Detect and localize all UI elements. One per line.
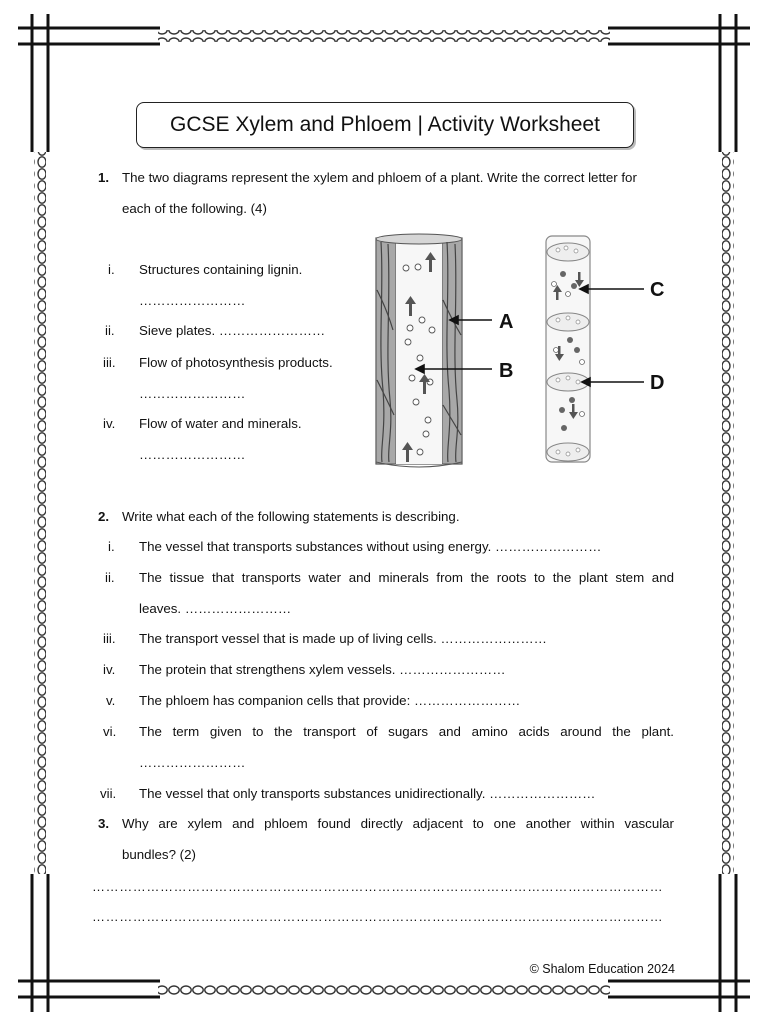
q2-item-text: The phloem has companion cells that provide: …………………… [139, 693, 521, 708]
q3-number: 3. [98, 816, 110, 831]
q2-item-text: The tissue that transports water and minerals from the roots to the plant stem and [139, 570, 674, 585]
q3-answer-line[interactable]: ……………………………………………………………………………………………………………… [92, 879, 664, 894]
q2-item-text: The vessel that transports substances without using energy. …………………… [139, 539, 602, 554]
q3-text-line1: Why are xylem and phloem found directly adjacent to one another within vascular [122, 816, 674, 831]
phloem-sieve-tube [546, 236, 590, 462]
q1-number: 1. [98, 170, 110, 185]
xylem-phloem-diagram [372, 230, 682, 468]
q1-item-text: Sieve plates. …………………… [139, 323, 326, 338]
q2-item-text: The term given to the transport of sugars and amino acids around the plant. [139, 724, 674, 739]
label-d: D [650, 372, 665, 394]
q3-text-line2: bundles? (2) [122, 847, 196, 862]
q3-answer-line[interactable]: ……………………………………………………………………………………………………………… [92, 909, 664, 924]
q2-item-num: i. [108, 539, 115, 554]
copyright-footer: © Shalom Education 2024 [529, 962, 675, 976]
q1-item-num: iii. [103, 355, 116, 370]
q1-text-line2: each of the following. (4) [122, 201, 267, 216]
q1-item-answer-blank[interactable]: …………………… [139, 447, 246, 462]
q2-item-text: The vessel that only transports substances unidirectionally. …………………… [139, 786, 596, 801]
q2-text: Write what each of the following statements is describing. [122, 509, 460, 524]
q1-item-answer-blank[interactable]: …………………… [139, 386, 246, 401]
q1-item-num: ii. [105, 323, 115, 338]
q1-item-text: Flow of photosynthesis products. [139, 355, 333, 370]
label-b: B [499, 360, 514, 382]
label-c: C [650, 279, 665, 301]
q2-item-text-cont: leaves. …………………… [139, 601, 292, 616]
label-a: A [499, 311, 514, 333]
q1-text-line1: The two diagrams represent the xylem and phloem of a plant. Write the correct letter for [122, 170, 637, 185]
q1-item-text: Flow of water and minerals. [139, 416, 302, 431]
q2-item-text-cont: …………………… [139, 755, 246, 770]
q2-item-num: vi. [103, 724, 117, 739]
q1-item-answer-blank[interactable]: …………………… [139, 293, 246, 308]
q1-item-text: Structures containing lignin. [139, 262, 303, 277]
q2-number: 2. [98, 509, 110, 524]
q2-item-num: v. [106, 693, 116, 708]
q2-item-num: iv. [103, 662, 116, 677]
xylem-vessel [376, 234, 462, 467]
q1-item-num: i. [108, 262, 115, 277]
q2-item-num: vii. [100, 786, 117, 801]
q1-item-num: iv. [103, 416, 116, 431]
q2-item-text: The transport vessel that is made up of living cells. …………………… [139, 631, 547, 646]
q2-item-num: ii. [105, 570, 115, 585]
q2-item-text: The protein that strengthens xylem vessels. …………………… [139, 662, 506, 677]
worksheet-title: GCSE Xylem and Phloem | Activity Worksheet [136, 102, 634, 148]
q2-item-num: iii. [103, 631, 116, 646]
